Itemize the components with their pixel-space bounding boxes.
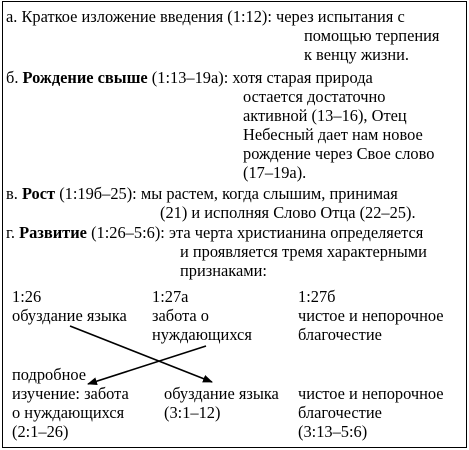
detail-3-line: (3:13–5:6) [298, 422, 368, 441]
section-c-line: (21) и исполняя Слово Отца (22–25). [160, 203, 416, 222]
trait-2-label: забота о [152, 306, 209, 325]
detail-1-line: изучение: забота [12, 384, 129, 403]
section-b-line: остается достаточно [243, 87, 386, 106]
trait-1-ref: 1:26 [12, 287, 42, 306]
detail-1-line: подробное [12, 365, 87, 384]
section-a-line: помощью терпения [304, 26, 440, 45]
trait-3-label: благочестие [298, 325, 382, 344]
detail-1-line: о нуждающихся [12, 403, 125, 422]
section-c-heading: в. Рост (1:19б–25): мы растем, когда слышим, принимая [6, 184, 398, 203]
section-b-line: Небесный дает нам новое [243, 125, 423, 144]
section-d-line: признаками: [180, 261, 267, 280]
detail-2-line: (3:1–12) [164, 403, 221, 422]
trait-2-label: нуждающихся [152, 325, 252, 344]
arrow-care-to-detail [88, 346, 206, 384]
section-d-line: и проявляется тремя характерными [180, 242, 427, 261]
arrow-tongue-to-detail [70, 326, 212, 382]
detail-2-line: обуздание языка [164, 384, 279, 403]
detail-3-line: благочестие [298, 403, 382, 422]
section-b-line: рождение через Свое слово [243, 144, 435, 163]
section-b-line: активной (13–16), Отец [243, 106, 407, 125]
section-d-heading: г. Развитие (1:26–5:6): эта черта христианина определяется [6, 223, 424, 242]
section-b-heading: б. Рождение свыше (1:13–19а): хотя старая природа [6, 68, 373, 87]
trait-3-ref: 1:27б [298, 287, 336, 306]
detail-3-line: чистое и непорочное [298, 384, 444, 403]
detail-1-line: (2:1–26) [12, 422, 69, 441]
section-b-line: (17–19а). [243, 163, 307, 182]
section-a-line: к венцу жизни. [304, 45, 410, 64]
trait-1-label: обуздание языка [12, 306, 127, 325]
trait-2-ref: 1:27а [152, 287, 189, 306]
section-a-heading: а. Краткое изложение введения (1:12): через испытания с [6, 7, 405, 26]
trait-3-label: чистое и непорочное [298, 306, 444, 325]
